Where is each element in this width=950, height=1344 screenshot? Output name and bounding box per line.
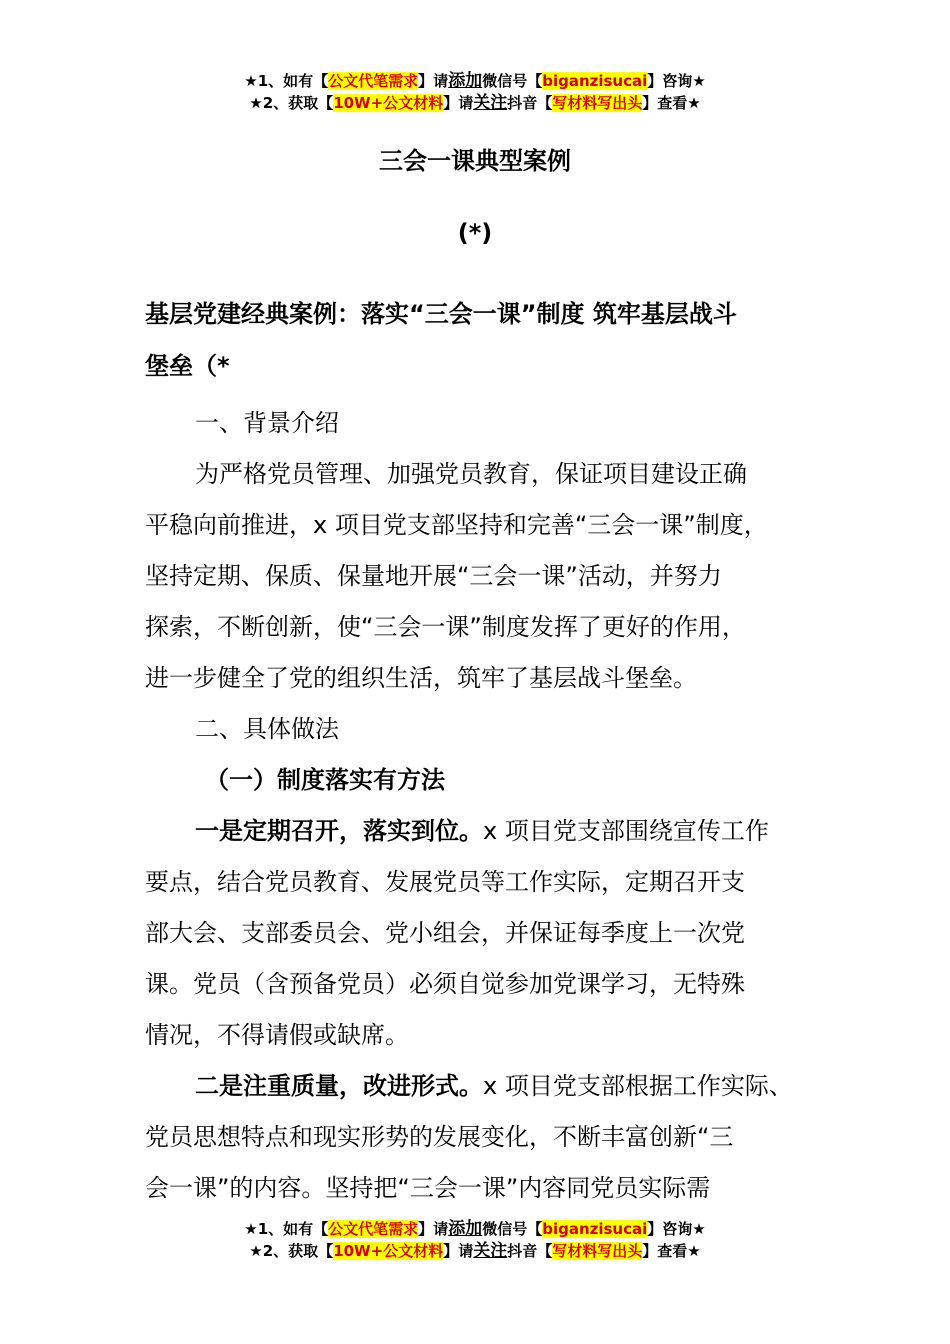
paragraph-line: 探索，不断创新，使“三会一课”制度发挥了更好的作用， bbox=[145, 613, 746, 641]
promo-text: ★2、获取【 bbox=[249, 94, 334, 112]
paragraph-line bbox=[145, 806, 825, 857]
header-promo-line-2 bbox=[0, 92, 950, 114]
section-title-practices: 二、具体做法 bbox=[195, 715, 339, 743]
promo-text: 】查看★ bbox=[642, 1242, 701, 1260]
promo-text: 】咨询★ bbox=[647, 1220, 706, 1238]
point-lead: 二是注重质量，改进形式。 bbox=[195, 1072, 483, 1100]
promo-text: 】请 bbox=[443, 94, 474, 112]
article-heading bbox=[145, 288, 825, 392]
promo-text: 微信号【 bbox=[482, 72, 543, 90]
promo-text: ★2、获取【 bbox=[249, 1242, 334, 1260]
paragraph-line: 情况，不得请假或缺席。 bbox=[145, 1021, 409, 1049]
document-subtitle: (*) bbox=[457, 219, 493, 247]
document-body bbox=[145, 288, 825, 1214]
promo-text: 】请 bbox=[418, 1220, 449, 1238]
promo-text: 】查看★ bbox=[642, 94, 701, 112]
promo-douyin-id: 写材料写出头 bbox=[552, 94, 643, 112]
paragraph-line: 进一步健全了党的组织生活，筑牢了基层战斗堡垒。 bbox=[145, 664, 697, 692]
promo-underline: 关注 bbox=[473, 93, 508, 113]
promo-text: 抖音【 bbox=[507, 1242, 553, 1260]
point-lead: 一是定期召开，落实到位。 bbox=[195, 817, 483, 845]
article-heading-line-1: 基层党建经典案例：落实“三会一课”制度 筑牢基层战斗 bbox=[145, 300, 737, 328]
footer-promo bbox=[0, 1218, 950, 1262]
point-text: x 项目党支部围绕宣传工作 bbox=[483, 817, 769, 845]
subsection-title: （一）制度落实有方法 bbox=[205, 766, 445, 794]
promo-text: 】咨询★ bbox=[647, 72, 706, 90]
promo-highlight: 10W+公文材料 bbox=[333, 94, 444, 112]
promo-text: ★1、如有【 bbox=[244, 72, 329, 90]
header-promo bbox=[0, 70, 950, 114]
footer-promo-line-1 bbox=[0, 1218, 950, 1240]
paragraph-line bbox=[145, 1061, 825, 1112]
promo-highlight: 公文代笔需求 bbox=[328, 72, 419, 90]
paragraph-line: 平稳向前推进，x 项目党支部坚持和完善“三会一课”制度， bbox=[145, 511, 768, 539]
paragraph-line: 部大会、支部委员会、党小组会，并保证每季度上一次党 bbox=[145, 919, 745, 947]
paragraph-line: 党员思想特点和现实形势的发展变化，不断丰富创新“三 bbox=[145, 1123, 734, 1151]
promo-highlight: 10W+公文材料 bbox=[333, 1242, 444, 1260]
paragraph-line: 要点，结合党员教育、发展党员等工作实际，定期召开支 bbox=[145, 868, 745, 896]
paragraph-line: 课。党员（含预备党员）必须自觉参加党课学习，无特殊 bbox=[145, 970, 745, 998]
promo-highlight: 公文代笔需求 bbox=[328, 1220, 419, 1238]
document-title: 三会一课典型案例 bbox=[379, 147, 571, 175]
promo-underline: 关注 bbox=[473, 1241, 508, 1261]
footer-promo-line-2 bbox=[0, 1240, 950, 1262]
promo-wechat-id: biganzisucai bbox=[542, 72, 648, 90]
promo-wechat-id: biganzisucai bbox=[542, 1220, 648, 1238]
promo-underline: 添加 bbox=[448, 1219, 483, 1239]
promo-text: 】请 bbox=[443, 1242, 474, 1260]
promo-text: 抖音【 bbox=[507, 94, 553, 112]
header-promo-line-1 bbox=[0, 70, 950, 92]
paragraph-line: 会一课”的内容。坚持把“三会一课”内容同党员实际需 bbox=[145, 1174, 711, 1202]
point-text: x 项目党支部根据工作实际、 bbox=[483, 1072, 793, 1100]
promo-underline: 添加 bbox=[448, 71, 483, 91]
promo-text: ★1、如有【 bbox=[244, 1220, 329, 1238]
promo-text: 】请 bbox=[418, 72, 449, 90]
paragraph-line: 坚持定期、保质、保量地开展“三会一课”活动，并努力 bbox=[145, 562, 722, 590]
promo-text: 微信号【 bbox=[482, 1220, 543, 1238]
article-heading-line-2: 堡垒（* bbox=[145, 352, 230, 380]
paragraph-line: 为严格党员管理、加强党员教育，保证项目建设正确 bbox=[195, 460, 747, 488]
promo-douyin-id: 写材料写出头 bbox=[552, 1242, 643, 1260]
section-title-background: 一、背景介绍 bbox=[195, 409, 339, 437]
